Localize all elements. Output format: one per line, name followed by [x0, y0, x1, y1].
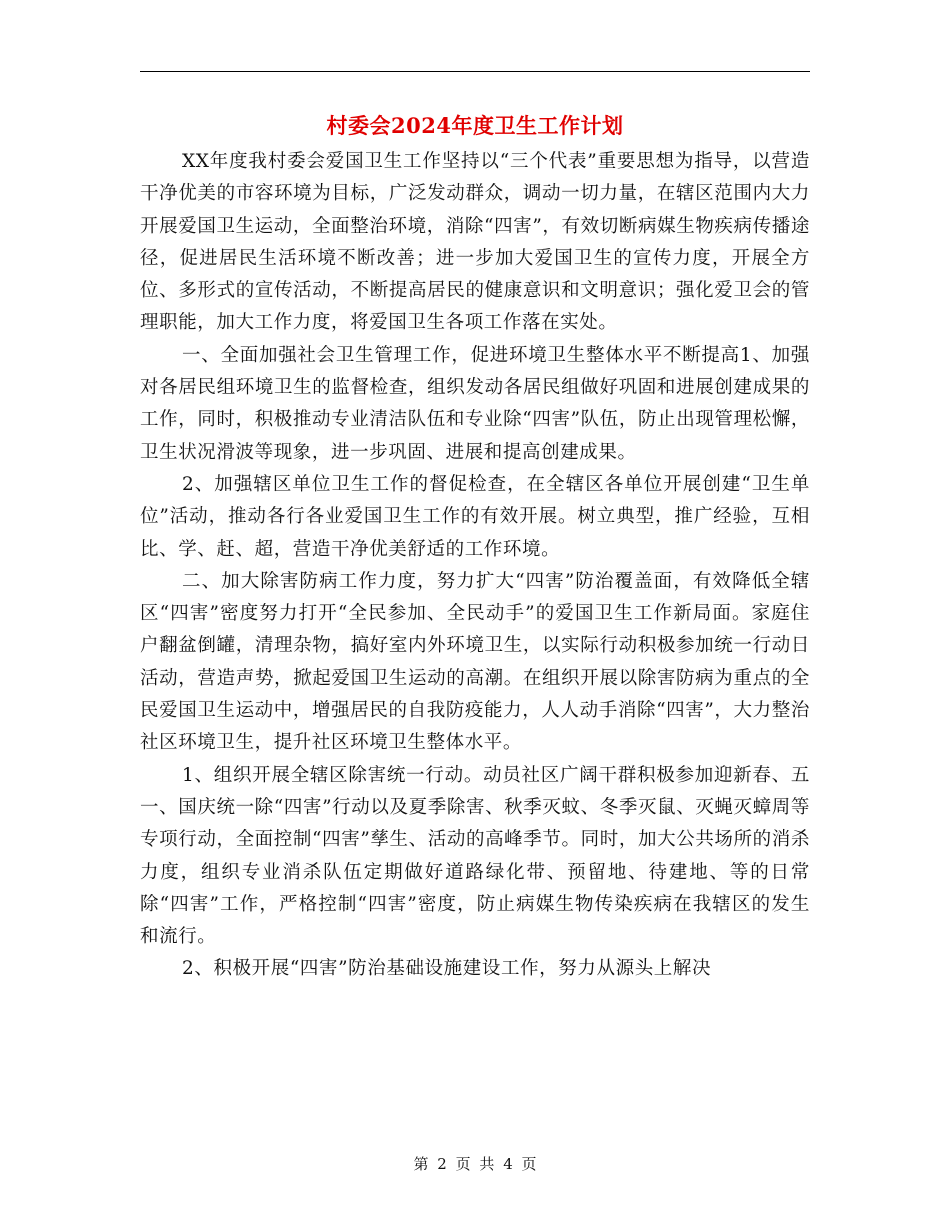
page-prefix: 第: [413, 1155, 429, 1173]
paragraph-section-1: 一、全面加强社会卫生管理工作，促进环境卫生整体水平不断提高1、加强对各居民组环境卫生的监督检查，组织发动各居民组做好巩固和进展创建成果的工作，同时，积极推动专业清洁队伍和专业除“四害”队伍，防止出现管理松懈，卫生状况滑波等现象，进一步巩固、进展和提高创建成果。: [140, 344, 810, 463]
page-footer: [140, 1152, 810, 1176]
document-body: [140, 146, 810, 986]
document-title: 村委会2024年度卫生工作计划: [326, 113, 624, 138]
paragraph-section-1-item-2: 2、加强辖区单位卫生工作的督促检查，在全辖区各单位开展创建“卫生单位”活动，推动各行各业爱国卫生工作的有效开展。树立典型，推广经验，互相比、学、赶、超，营造干净优美舒适的工作环境。: [140, 473, 810, 560]
page-word: 页: [455, 1155, 471, 1173]
paragraph-section-2: 二、加大除害防病工作力度，努力扩大“四害”防治覆盖面，有效降低全辖区“四害”密度努力打开“全民参加、全民动手”的爱国卫生工作新局面。家庭住户翻盆倒罐，清理杂物，搞好室内外环境卫生，以实际行动积极参加统一行动日活动，营造声势，掀起爱国卫生运动的高潮。在组织开展以除害防病为重点的全民爱国卫生运动中，增强居民的自我防疫能力，人人动手消除“四害”，大力整治社区环境卫生，提升社区环境卫生整体水平。: [140, 570, 810, 754]
total-page-count: 4: [503, 1155, 513, 1173]
paragraph-section-2-item-2: 2、积极开展“四害”防治基础设施建设工作，努力从源头上解决: [182, 958, 712, 980]
paragraph-intro: XX年度我村委会爱国卫生工作坚持以“三个代表”重要思想为指导，以营造干净优美的市容环境为目标，广泛发动群众，调动一切力量，在辖区范围内大力开展爱国卫生运动，全面整治环境，消除“四害”，有效切断病媒生物疾病传播途径，促进居民生活环境不断改善；进一步加大爱国卫生的宣传力度，开展全方位、多形式的宣传活动，不断提高居民的健康意识和文明意识；强化爱卫会的管理职能，加大工作力度，将爱国卫生各项工作落在实处。: [140, 151, 810, 334]
total-prefix: 共: [479, 1155, 495, 1173]
header-rule: [140, 71, 810, 72]
paragraph-section-2-item-1: 1、组织开展全辖区除害统一行动。动员社区广阔干群积极参加迎新春、五一、国庆统一除“四害”行动以及夏季除害、秋季灭蚊、冬季灭鼠、灭蝇灭蟑周等专项行动，全面控制“四害”孳生、活动的高峰季节。同时，加大公共场所的消杀力度，组织专业消杀队伍定期做好道路绿化带、预留地、待建地、等的日常除“四害”工作，严格控制“四害”密度，防止病媒生物传染疾病在我辖区的发生和流行。: [140, 764, 810, 948]
total-suffix: 页: [521, 1155, 537, 1173]
current-page-number: 2: [437, 1155, 447, 1173]
